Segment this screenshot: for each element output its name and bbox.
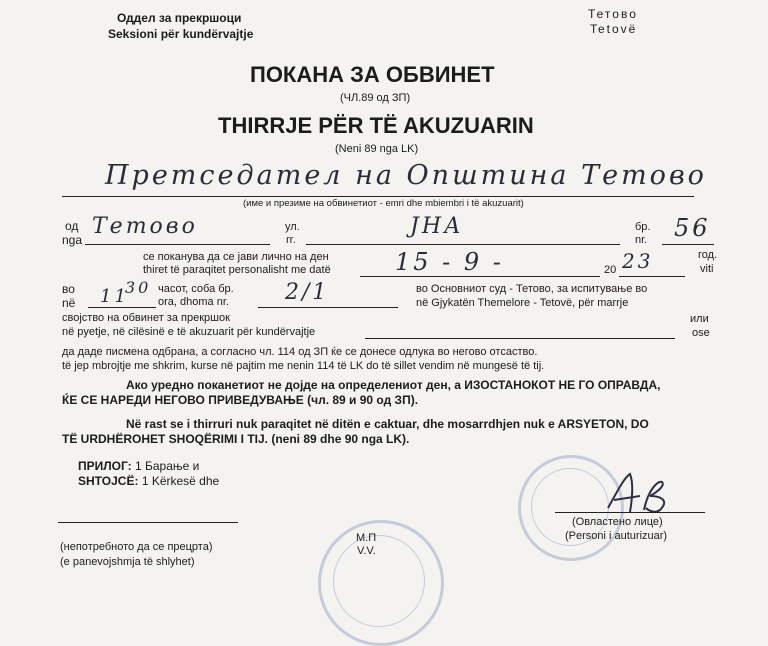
city-mk: Тетово [588,7,638,21]
year-prefix: 20 [604,264,617,276]
label-nga: nga [62,233,83,247]
name-line [62,196,694,197]
attachment-value-mk: 1 Барање и [135,459,200,473]
title-sq: THIRRJE PËR TË AKUZUARIN [218,113,534,138]
strike-note-mk: (непотребното да се прецрта) [60,541,213,553]
department-mk: Оддел за прекршоци [117,11,242,25]
street-handwritten: ЈНА [410,214,464,239]
place-handwritten: Тетово [92,214,198,239]
label-viti: viti [700,263,714,275]
label-ili: или [690,313,709,325]
label-ose: ose [692,327,710,339]
date-line [360,276,600,277]
capacity-mk: својство на обвинет за прекршок [62,312,230,324]
label-vo: во [62,282,75,296]
city-sq: Tetovë [590,22,638,36]
attachment-value-sq: 1 Kërkesë dhe [141,474,220,488]
warning-sq-line1: Në rast se i thirruri nuk paraqitet në ditën e caktuar, dhe mosarrdhjen nuk e ARSYETON, DO [126,417,649,431]
capacity-sq: në pyetje, në cilësinë e të akuzuarit për kundërvajtje [62,326,316,338]
street-line [306,244,620,245]
signature-line [555,512,705,513]
appear-text-sq: thiret të paraqitet personalisht me datë [143,264,331,276]
authorized-person-mk: (Овластено лице) [572,516,663,528]
hour-line [88,307,156,308]
defence-sq: të jep mbrojtje me shkrim, kurse në pajtim me nenin 114 të LK do të sillet vendim në mungesë të tij. [62,360,545,372]
room-handwritten: 2/1 [285,280,330,305]
title-sq-ref: (Neni 89 nga LK) [335,143,419,155]
label-rr: rr. [286,234,296,246]
warning-mk-line1: Ако уредно поканетиот не дојде на определениот ден, а ИЗОСТАНОКОТ НЕ ГО ОПРАВДА, [126,378,661,392]
place-line [85,244,270,245]
vv-label: V.V. [357,545,376,557]
name-caption: (име и презиме на обвинетиот - emri dhe mbiembri i të akuzuarit) [243,198,524,209]
capacity-line [365,338,675,339]
label-br: бр. [635,221,651,233]
mp-label: М.П [356,532,377,544]
room-line [258,307,398,308]
title-mk-ref: (ЧЛ.89 од ЗП) [340,92,411,104]
year-handwritten: 23 [622,249,654,273]
department-sq: Seksioni për kundërvajtje [108,27,254,41]
label-god: год. [698,249,718,261]
time-room-mk: часот, соба бр. [158,283,234,295]
minute-handwritten: 30 [125,278,152,297]
warning-sq-line2: TË URDHËROHET SHOQËRIMI I TIJ. (neni 89 dhe 90 nga LK). [62,432,410,446]
number-line [662,244,714,245]
accused-name-handwritten: Претседател на Општина Тетово [105,160,707,191]
date-handwritten: 15 - 9 - [395,248,504,276]
title-mk: ПОКАНА ЗА ОБВИНЕТ [250,62,495,87]
label-ne: në [62,296,76,310]
court-mk: во Основниот суд - Тетово, за испитување во [416,283,648,295]
year-line [619,276,685,277]
court-seal-bottom [318,520,444,646]
time-room-sq: ora, dhoma nr. [158,296,229,308]
attachment-label-mk: ПРИЛОГ: [78,459,132,473]
house-number-handwritten: 56 [674,214,711,242]
defence-mk: да даде писмена одбрана, а согласно чл. 114 од ЗП ќе се донесе одлука во негово отсаство. [62,346,538,358]
warning-mk-line2: ЌЕ СЕ НАРЕДИ НЕГОВО ПРИВЕДУВАЊЕ (чл. 89 и 90 од ЗП). [62,393,419,407]
strike-note-sq: (e panevojshmja të shlyhet) [60,556,195,568]
attachment-label-sq: SHTOJCË: [78,474,139,488]
appear-text-mk: се поканува да се јави лично на ден [143,251,329,263]
label-od: од [65,219,79,233]
label-ul: ул. [285,221,300,233]
court-sq: në Gjykatën Themelore - Tetovë, për marrje [416,297,629,309]
authorized-person-sq: (Personi i auturizuar) [565,530,668,542]
footer-left-line [58,522,238,523]
label-nr: nr. [635,234,648,246]
hour-handwritten: 11 [100,286,129,307]
